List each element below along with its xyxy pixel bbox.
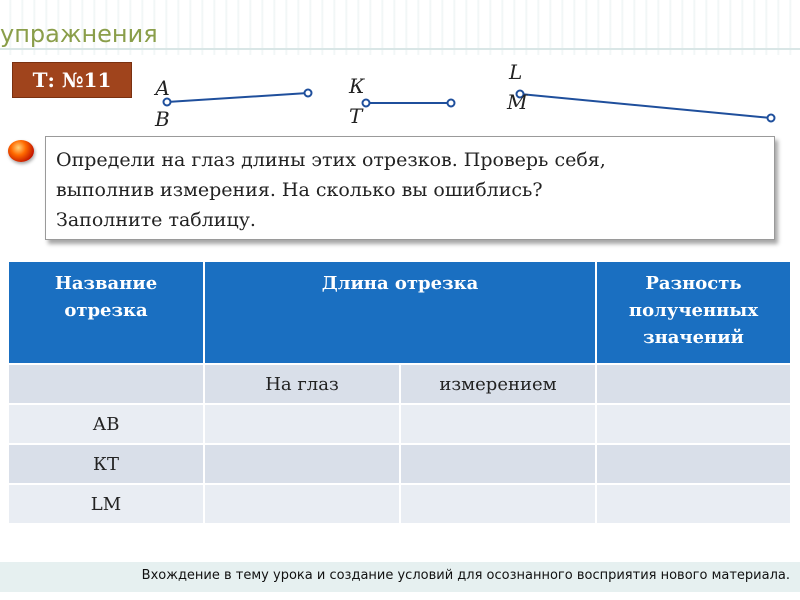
header-difference: Разность полученных значений [596,261,791,364]
cell-diff[interactable] [596,444,791,484]
subheader-measured: измерением [400,364,596,404]
cell-measured[interactable] [400,444,596,484]
cell-diff[interactable] [596,484,791,524]
label-point-l: L [509,60,523,84]
cell-segment-name: LM [8,484,204,524]
point-t [448,100,455,107]
table-subheader-row [8,364,791,404]
point-b [305,90,312,97]
cell-segment-name: АВ [8,404,204,444]
table-row [8,484,791,524]
bullet-icon [8,140,34,162]
cell-measured[interactable] [400,484,596,524]
cell-diff[interactable] [596,404,791,444]
label-point-m: М [507,90,528,114]
point-k [363,100,370,107]
point-m [768,115,775,122]
header-segment-length: Длина отрезка [204,261,596,364]
cell-by-eye[interactable] [204,444,400,484]
table-header-row [8,261,791,364]
subheader-by-eye: На глаз [204,364,400,404]
label-point-t: Т [349,104,363,128]
task-box [45,136,775,240]
label-point-a: А [155,76,171,100]
topic-badge: Т: №11 [12,62,132,98]
cell-measured[interactable] [400,404,596,444]
subheader-empty [8,364,204,404]
label-point-k: К [349,74,365,98]
slide-title: упражнения [0,20,158,48]
segment-ab [167,93,308,102]
footer-caption: Вхождение в тему урока и создание условий для осознанного восприятия нового материала. [141,568,790,583]
segments-drawing [0,55,800,135]
subheader-diff-empty [596,364,791,404]
segment-lm [520,94,771,118]
label-point-b: В [155,107,170,131]
header-segment-name: Название отрезка [8,261,204,364]
task-line-3: Заполните таблицу. [56,209,256,231]
task-line-1: Определи на глаз длины этих отрезков. Проверь себя, [56,149,606,171]
task-line-2: выполнив измерения. На сколько вы ошиблись? [56,179,543,201]
top-divider [0,48,800,50]
cell-by-eye[interactable] [204,484,400,524]
cell-by-eye[interactable] [204,404,400,444]
segments-table [8,261,791,524]
cell-segment-name: КТ [8,444,204,484]
table-row [8,444,791,484]
table-row [8,404,791,444]
